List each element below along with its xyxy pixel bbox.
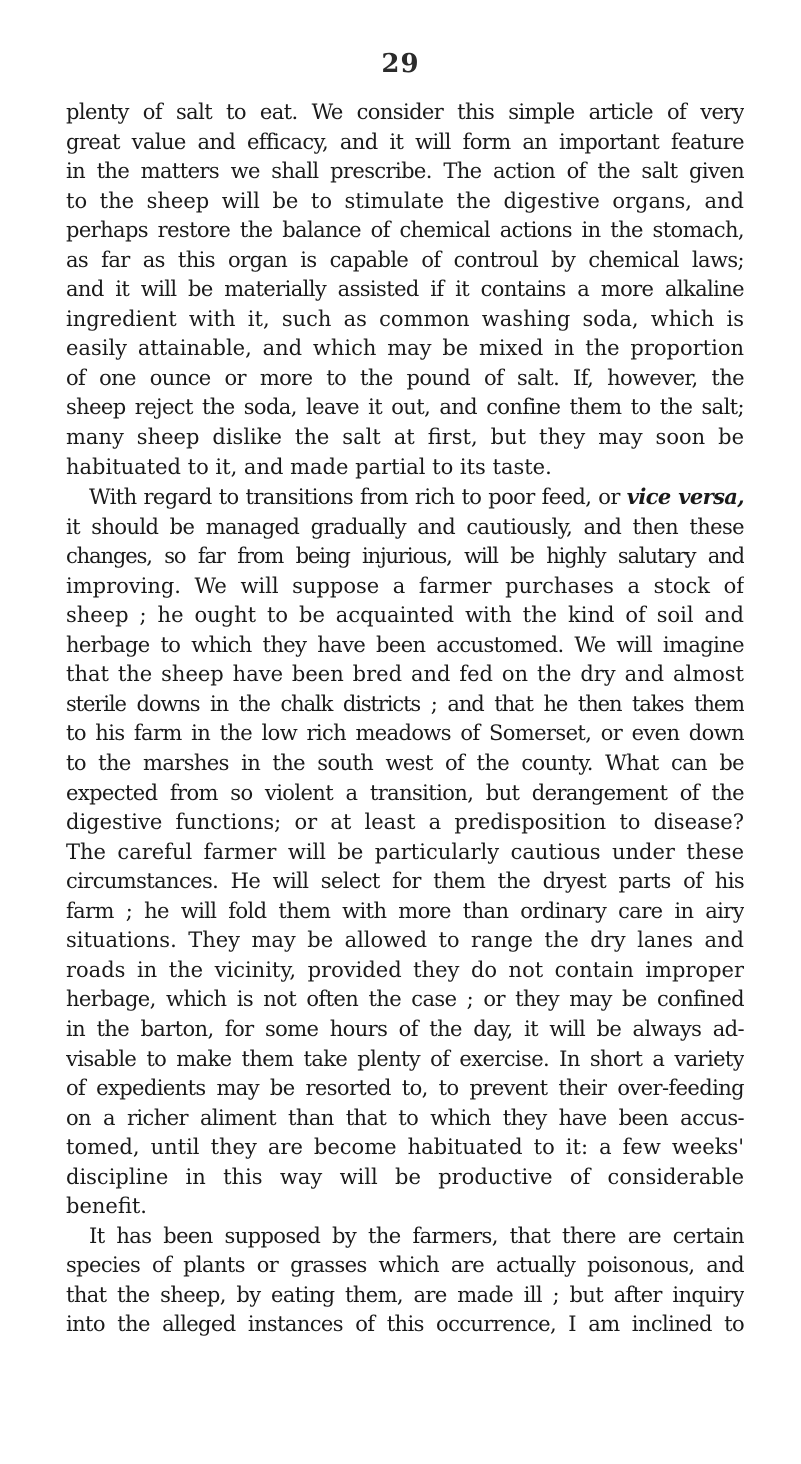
text-line: The careful farmer will be particularly cautious under these xyxy=(66,839,744,864)
text-line: roads in the vicinity, provided they do not contain improper xyxy=(66,957,744,982)
text-line: as far as this organ is capable of controul by chemical laws; xyxy=(66,247,744,272)
text-line: farm ; he will fold them with more than ordinary care in airy xyxy=(66,898,744,923)
text-line: to the sheep will be to stimulate the digestive organs, and xyxy=(66,188,744,213)
page-number: 29 xyxy=(381,49,420,79)
text-line: circumstances. He will select for them the dryest parts of his xyxy=(66,869,744,894)
text-line: sterile downs in the chalk districts ; and that he then takes them xyxy=(66,691,744,716)
text-line: changes, so far from being injurious, will be highly salutary and xyxy=(66,544,744,569)
text-line: discipline in this way will be productive of considerable xyxy=(66,1164,744,1189)
text-line: of one ounce or more to the pound of salt. If, however, the xyxy=(66,365,744,390)
text-line: improving. We will suppose a farmer purchases a stock of xyxy=(66,573,744,598)
body-text xyxy=(66,98,744,1340)
text-line: that the sheep, by eating them, are made ill ; but after inquiry xyxy=(66,1282,744,1307)
text-line: It has been supposed by the farmers, that there are certain xyxy=(89,1223,744,1248)
text-line: habituated to it, and made partial to its taste. xyxy=(66,454,552,479)
text-line: in the barton, for some hours of the day, it will be always ad- xyxy=(66,1016,744,1041)
text-line: many sheep dislike the salt at first, but they may soon be xyxy=(66,425,744,450)
text-line: herbage to which they have been accustomed. We will imagine xyxy=(66,632,744,657)
text-line: perhaps restore the balance of chemical actions in the stomach, xyxy=(66,218,744,243)
text-line: easily attainable, and which may be mixed in the proportion xyxy=(66,336,744,361)
text-line: that the sheep have been bred and fed on the dry and almost xyxy=(66,662,744,687)
text-line: herbage, which is not often the case ; or they may be confined xyxy=(66,987,744,1012)
text-line: expected from so violent a transition, but derangement of the xyxy=(66,780,744,805)
text-line: great value and efficacy, and it will form an important feature xyxy=(66,129,744,154)
text-line: ingredient with it, such as common washing soda, which is xyxy=(66,306,744,331)
italic-phrase: vice versa, xyxy=(626,484,744,510)
text-line: to his farm in the low rich meadows of Somerset, or even down xyxy=(66,721,744,746)
text-line-with-italic xyxy=(66,482,744,513)
text-line: sheep ; he ought to be acquainted with the kind of soil and xyxy=(66,603,744,628)
text-line: sheep reject the soda, leave it out, and confine them to the salt; xyxy=(66,395,744,420)
text-line: on a richer aliment than that to which they have been accus- xyxy=(66,1105,744,1130)
text-line: species of plants or grasses which are actually poisonous, and xyxy=(66,1253,744,1278)
text-line: visable to make them take plenty of exercise. In short a variety xyxy=(66,1046,744,1071)
text-line: benefit. xyxy=(66,1194,147,1219)
text-line: into the alleged instances of this occurrence, I am inclined to xyxy=(66,1312,744,1337)
text-segment: With regard to transitions from rich to poor feed, or xyxy=(89,485,627,510)
text-line: digestive functions; or at least a predisposition to disease? xyxy=(66,810,744,835)
text-line: situations. They may be allowed to range the dry lanes and xyxy=(66,928,744,953)
text-line: and it will be materially assisted if it contains a more alkaline xyxy=(66,277,744,302)
text-line: in the matters we shall prescribe. The action of the salt given xyxy=(66,159,744,184)
text-line: plenty of salt to eat. We consider this simple article of very xyxy=(66,100,744,124)
text-line: tomed, until they are become habituated to it: a few weeks' xyxy=(66,1135,744,1160)
text-line: of expedients may be resorted to, to prevent their over-feeding xyxy=(66,1076,744,1101)
text-line: to the marshes in the south west of the county. What can be xyxy=(66,751,744,776)
text-line: it should be managed gradually and cautiously, and then these xyxy=(66,514,744,539)
